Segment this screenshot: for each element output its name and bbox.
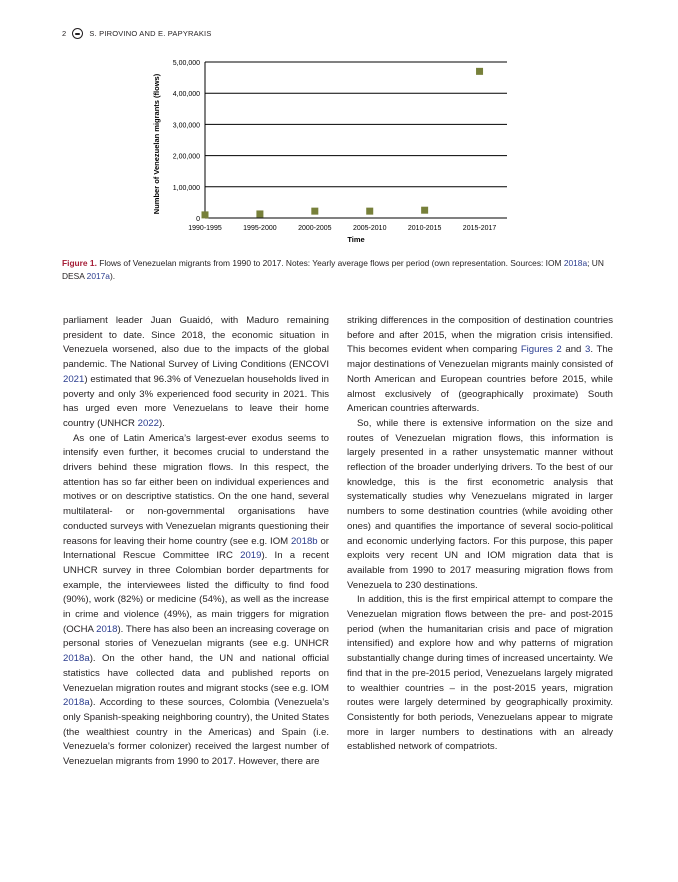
data-point-marker	[421, 207, 428, 214]
running-authors: S. PIROVINO AND E. PAPYRAKIS	[89, 29, 212, 38]
page-number: 2	[62, 29, 67, 38]
figure-caption: Figure 1. Flows of Venezuelan migrants from 1990 to 2017. Notes: Yearly average flows per period (own representation. Sources: IOM 2018a; UN DESA 2017a).	[62, 258, 604, 281]
citation-link[interactable]: 2018a	[63, 653, 90, 665]
y-tick-label: 1,00,000	[172, 184, 200, 192]
y-tick-label: 5,00,000	[172, 60, 200, 67]
data-point-marker	[476, 68, 483, 75]
data-point-marker	[311, 208, 318, 215]
publisher-logo-icon	[72, 28, 83, 39]
y-tick-label: 4,00,000	[172, 91, 200, 99]
y-tick-label: 2,00,000	[172, 153, 200, 161]
x-tick-label: 2010-2015	[407, 225, 442, 232]
y-tick-label: 0	[196, 216, 200, 223]
citation-link[interactable]: 2018	[96, 623, 118, 635]
citation-link[interactable]: 2018a	[63, 697, 90, 709]
paragraph: So, while there is extensive information on the size and routes of Venezuelan migration flows, this information is largely presented in a rather unsystematic manner without reflection of the broader underlying drivers. To the best of our knowledge, this is the first econometric analysis that systematically studies why Venezuelans migrated in larger numbers to some destination countries (while avoiding other ones) and quantifies the importance of several socio-political and economic underlying factors. For this purpose, this paper exploits very recent UN and IOM migration data that is available from 1990 to 2017 measuring migration flows from Venezuela to 230 destinations.	[347, 417, 613, 591]
citation-link[interactable]: 2018b	[290, 535, 318, 547]
citation-link[interactable]: 2017a	[86, 271, 110, 281]
citation-link[interactable]: 2019	[240, 550, 262, 562]
citation-link[interactable]: 2022	[137, 417, 159, 429]
figure-link[interactable]: 3	[585, 344, 591, 356]
x-tick-label: 2015-2017	[462, 225, 497, 232]
right-column	[347, 314, 613, 755]
paragraph: parliament leader Juan Guaidó, with Maduro remaining president to date. Since 2018, the economic situation in Venezuela worsened, also due to the impacts of the global pandemic. The National Survey of Living Conditions (ENCOVI 2021) estimated that 96.3% of Venezuelan households lived in poverty and only 3% experienced food security in 2021. This has urged even more Venezuelans to leave their home country (UNHCR 2022).	[63, 315, 329, 429]
citation-link[interactable]: 2021	[63, 373, 85, 385]
citation-link[interactable]: 2018a	[563, 258, 588, 268]
figure-link[interactable]: Figures 2	[520, 344, 562, 356]
x-axis-label: Time	[347, 235, 365, 244]
y-axis-label: Number of Venezuelan migrants (flows)	[152, 73, 161, 215]
left-column	[63, 314, 329, 770]
running-header	[62, 28, 212, 39]
data-point-marker	[202, 211, 209, 218]
x-tick-label: 1990-1995	[188, 225, 222, 232]
x-tick-label: 2005-2010	[352, 225, 387, 232]
data-point-marker	[256, 210, 263, 217]
y-tick-label: 3,00,000	[172, 122, 200, 130]
paragraph: striking differences in the composition of destination countries before and after 2015, when the migration crisis intensified. This becomes evident when comparing Figures 2 and 3. The major destinations of Venezuelan migrants mainly consisted of North American and European countries before 2015, while almost exclusively of (geographically proximate) South American countries afterwards.	[347, 315, 613, 415]
data-point-marker	[366, 208, 373, 215]
x-tick-label: 2000-2005	[298, 225, 332, 232]
paragraph: In addition, this is the first empirical attempt to compare the Venezuelan migration flows between the pre- and post-2015 period (when the humanitarian crisis and pace of migration intensified) and explore how and why patterns of migration substantially change during times of increased uncertainty. We find that in the pre-2015 period, Venezuelans largely migrated to wealthier countries – in the post-2015 years, migration routes were largely determined by geographically proximity. Consistently for both periods, Venezuelans appear to migrate more in larger numbers to destinations with an already established network of compatriots.	[347, 594, 613, 753]
figure-1-chart	[145, 55, 535, 250]
figure-label: Figure 1.	[62, 258, 97, 268]
x-tick-label: 1995-2000	[243, 225, 277, 232]
paragraph: As one of Latin America’s largest-ever exodus seems to intensify even further, it becomes crucial to understand the drivers behind these migration flows. In this respect, the attention has so far either been on individual experiences and motives or on descriptive statistics. On the one hand, several multilateral- or non-governmental organisations have conducted surveys with Venezuelan migrants questioning their reasons for leaving their home country (see e.g. IOM 2018b or International Rescue Committee IRC 2019). In a recent UNHCR survey in three Colombian border departments for example, the interviewees listed the difficulty to find food (90%), work (82%) or medicine (54%), as well as the increase in crime and violence (49%), as main triggers for migration (OCHA 2018). There has also been an increasing coverage on personal stories of Venezuelan migrants (see e.g. UNHCR 2018a). On the other hand, the UN and national official statistics have collected data and published reports on Venezuelan migration routes and migrant stocks (see e.g. IOM 2018a). According to these sources, Colombia (Venezuela’s only Spanish-speaking neighboring country), the United States (the wealthiest country in the Americas) and Spain (i.e. Venezuela’s former colonizer) received the largest number of Venezuelan migrants from 1990 to 2017. However, there are	[63, 432, 330, 768]
scatter-plot	[145, 55, 535, 250]
